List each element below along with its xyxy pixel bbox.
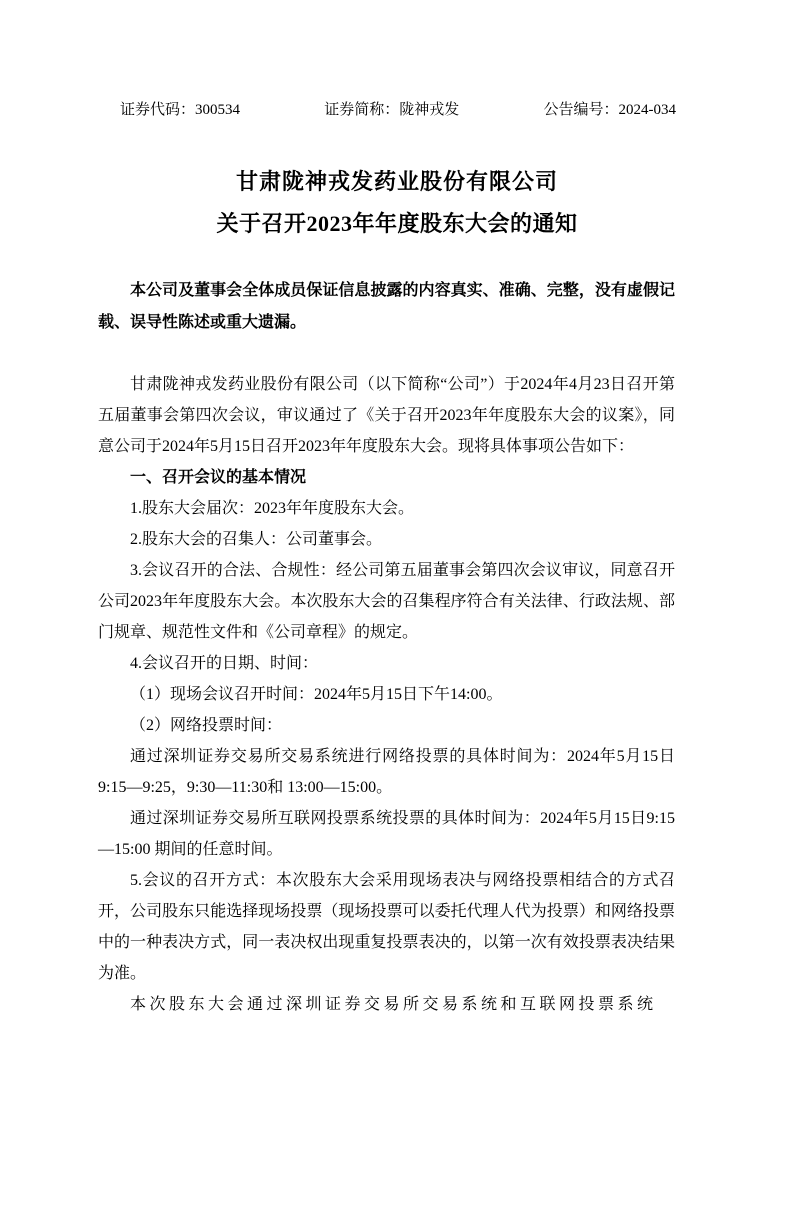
item-meeting-method: 5.会议的召开方式：本次股东大会采用现场表决与网络投票相结合的方式召开，公司股东只能选择现场投票（现场投票可以委托代理人代为投票）和网络投票中的一种表决方式，同一表决权出现重复投票表决的，以第一次有效投票表决结果为准。 bbox=[98, 872, 675, 982]
stock-code: 证券代码：300534 bbox=[120, 102, 241, 118]
paragraph-internet-voting-time: 通过深圳证券交易所互联网投票系统投票的具体时间为：2024年5月15日9:15—15:00 期间的任意时间。 bbox=[98, 810, 675, 858]
intro-paragraph: 甘肃陇神戎发药业股份有限公司（以下简称“公司”）于2024年4月23日召开第五届董事会第四次会议，审议通过了《关于召开2023年年度股东大会的议案》，同意公司于2024年5月15日召开2023年年度股东大会。现将具体事项公告如下： bbox=[98, 376, 675, 455]
section-heading-1: 一、召开会议的基本情况 bbox=[130, 469, 307, 486]
paragraph-continued: 本次股东大会通过深圳证券交易所交易系统和互联网投票系统 bbox=[130, 996, 657, 1013]
item-online-voting-time: （2）网络投票时间： bbox=[130, 717, 283, 734]
document-header bbox=[120, 100, 676, 120]
announcement-number: 公告编号：2024-034 bbox=[543, 102, 676, 118]
stock-name: 证券简称：陇神戎发 bbox=[324, 102, 460, 118]
paragraph-trading-system-time: 通过深圳证券交易所交易系统进行网络投票的具体时间为：2024年5月15日9:15—9:25，9:30—11:30和 13:00—15:00。 bbox=[98, 748, 675, 796]
document-content bbox=[98, 275, 675, 1020]
document-page bbox=[0, 100, 794, 1222]
disclosure-notice: 本公司及董事会全体成员保证信息披露的内容真实、准确、完整，没有虚假记载、误导性陈述或重大遗漏。 bbox=[98, 282, 675, 331]
item-meeting-session: 1.股东大会届次：2023年年度股东大会。 bbox=[130, 500, 415, 517]
item-legality: 3.会议召开的合法、合规性：经公司第五届董事会第四次会议审议，同意召开公司2023年年度股东大会。本次股东大会的召集程序符合有关法律、行政法规、部门规章、规范性文件和《公司章程》的规定。 bbox=[98, 562, 675, 641]
item-onsite-time: （1）现场会议召开时间：2024年5月15日下午14:00。 bbox=[130, 686, 503, 703]
body-text bbox=[98, 369, 675, 1020]
company-name-title: 甘肃陇神戎发药业股份有限公司 bbox=[235, 169, 558, 194]
document-title: 关于召开2023年年度股东大会的通知 bbox=[216, 211, 578, 236]
item-date-time: 4.会议召开的日期、时间： bbox=[130, 655, 319, 672]
item-convener: 2.股东大会的召集人：公司董事会。 bbox=[130, 531, 383, 548]
